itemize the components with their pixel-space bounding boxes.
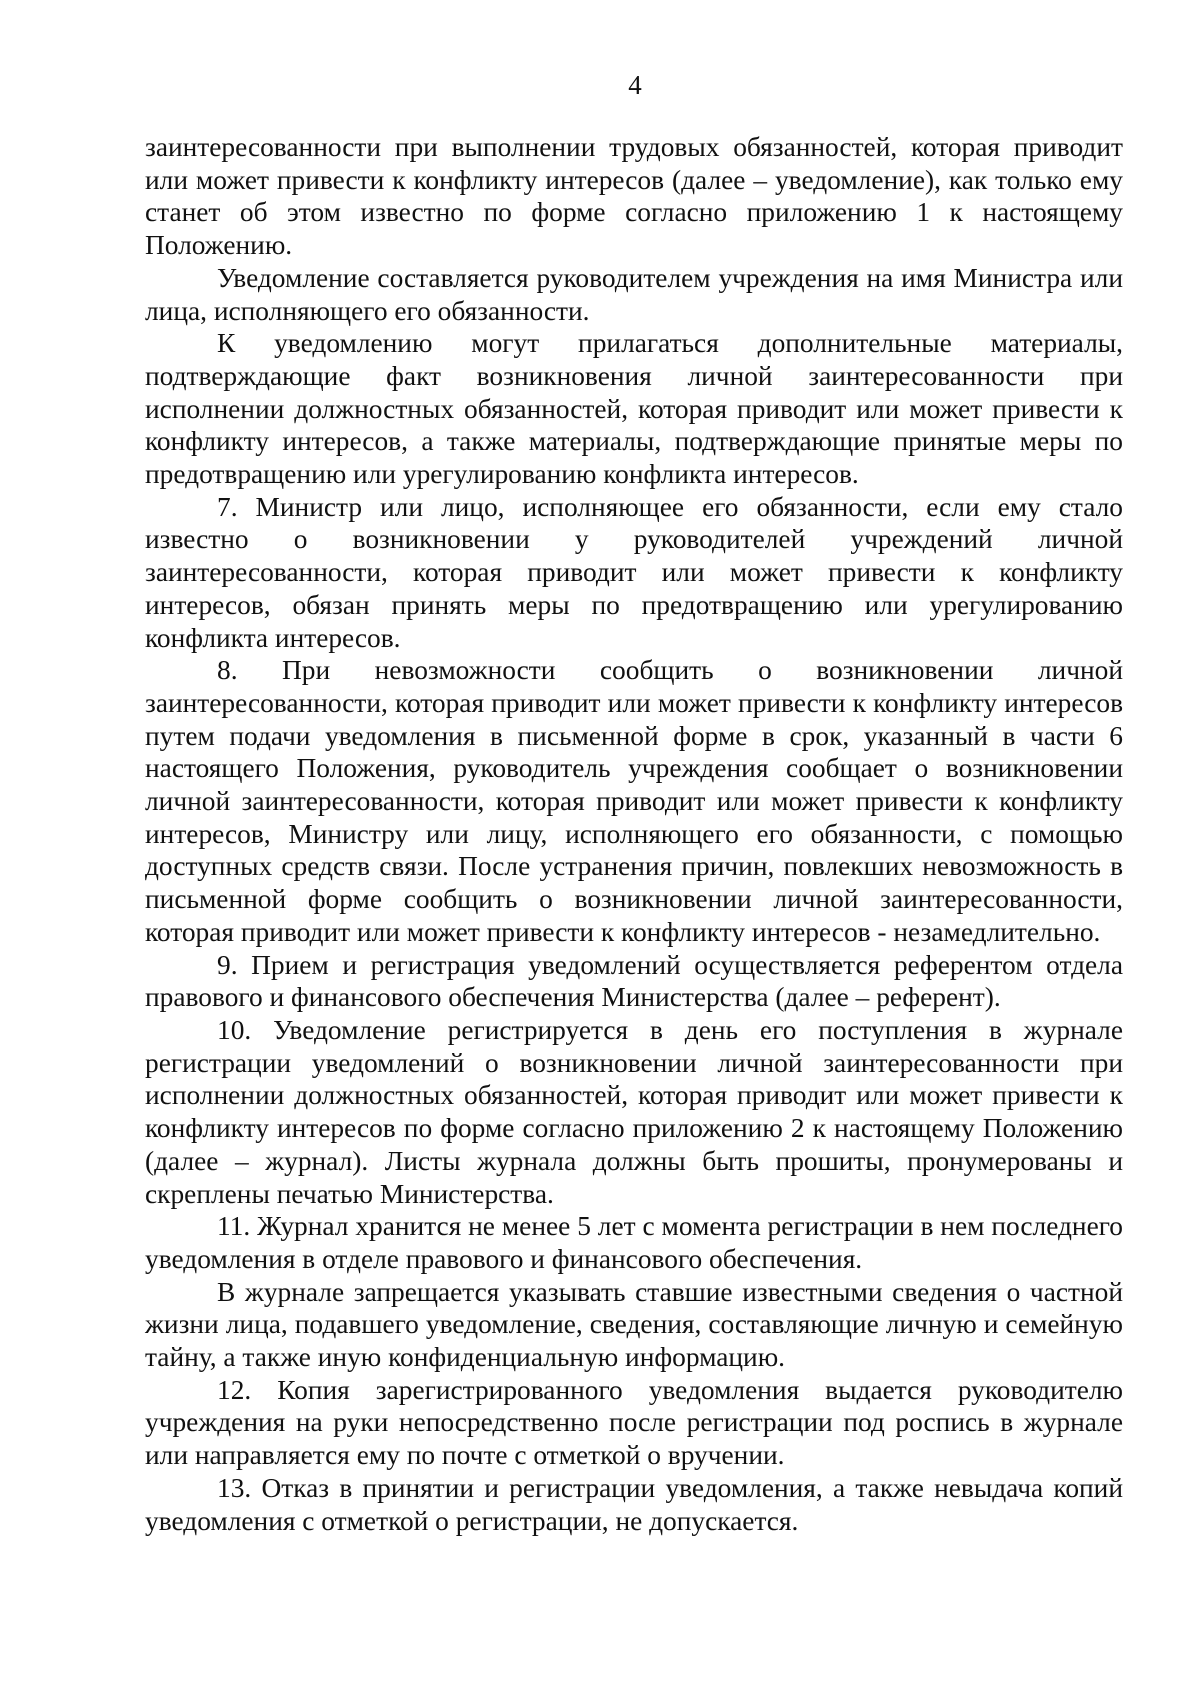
paragraph-item-12: 12. Копия зарегистрированного уведомления выдается руководителю учреждения на руки непосредственно после регистрации под роспись в журнале или направляется ему по почте с отметкой о вручении. bbox=[145, 1374, 1123, 1471]
page-number: 4 bbox=[628, 70, 642, 100]
document-body bbox=[145, 131, 1123, 1537]
paragraph-item-11: 11. Журнал хранится не менее 5 лет с момента регистрации в нем последнего уведомления в отделе правового и финансового обеспечения. bbox=[145, 1211, 1123, 1274]
paragraph-item-8: 8. При невозможности сообщить о возникновении личной заинтересованности, которая приводит или может привести к конфликту интересов путем подачи уведомления в письменной форме в срок, указанный в части 6 настоящего Положения, руководитель учреждения сообщает о возникновении личной заинтересованности, которая приводит или может привести к конфликту интересов, Министру или лицу, исполняющего его обязанности, с помощью доступных средств связи. После устранения причин, повлекших невозможность в письменной форме сообщить о возникновении личной заинтересованности, которая приводит или может привести к конфликту интересов - незамедлительно. bbox=[145, 655, 1123, 947]
paragraph-item-10: 10. Уведомление регистрируется в день его поступления в журнале регистрации уведомлений о возникновении личной заинтересованности при исполнении должностных обязанностей, которая приводит или может привести к конфликту интересов по форме согласно приложению 2 к настоящему Положению (далее – журнал). Листы журнала должны быть прошиты, пронумерованы и скреплены печатью Министерства. bbox=[145, 1014, 1123, 1209]
paragraph-item-7: 7. Министр или лицо, исполняющее его обязанности, если ему стало известно о возникновении у руководителей учреждений личной заинтересованности, которая приводит или может привести к конфликту интересов, обязан принять меры по предотвращению или урегулированию конфликта интересов. bbox=[145, 491, 1123, 653]
paragraph-attachments: К уведомлению могут прилагаться дополнительные материалы, подтверждающие факт возникновения личной заинтересованности при исполнении должностных обязанностей, которая приводит или может привести к конфликту интересов, а также материалы, подтверждающие принятые меры по предотвращению или урегулированию конфликта интересов. bbox=[145, 328, 1123, 490]
paragraph-item-13: 13. Отказ в принятии и регистрации уведомления, а также невыдача копий уведомления с отметкой о регистрации, не допускается. bbox=[145, 1472, 1123, 1536]
paragraph-continuation: заинтересованности при выполнении трудовых обязанностей, которая приводит или может привести к конфликту интересов (далее – уведомление), как только ему станет об этом известно по форме согласно приложению 1 к настоящему Положению. bbox=[145, 132, 1123, 261]
paragraph-journal-restrictions: В журнале запрещается указывать ставшие известными сведения о частной жизни лица, подавшего уведомление, сведения, составляющие личную и семейную тайну, а также иную конфиденциальную информацию. bbox=[145, 1276, 1123, 1373]
paragraph-item-9: 9. Прием и регистрация уведомлений осуществляется референтом отдела правового и финансового обеспечения Министерства (далее – референт). bbox=[145, 949, 1123, 1013]
paragraph-notification-addressee: Уведомление составляется руководителем учреждения на имя Министра или лица, исполняющего его обязанности. bbox=[145, 262, 1123, 326]
